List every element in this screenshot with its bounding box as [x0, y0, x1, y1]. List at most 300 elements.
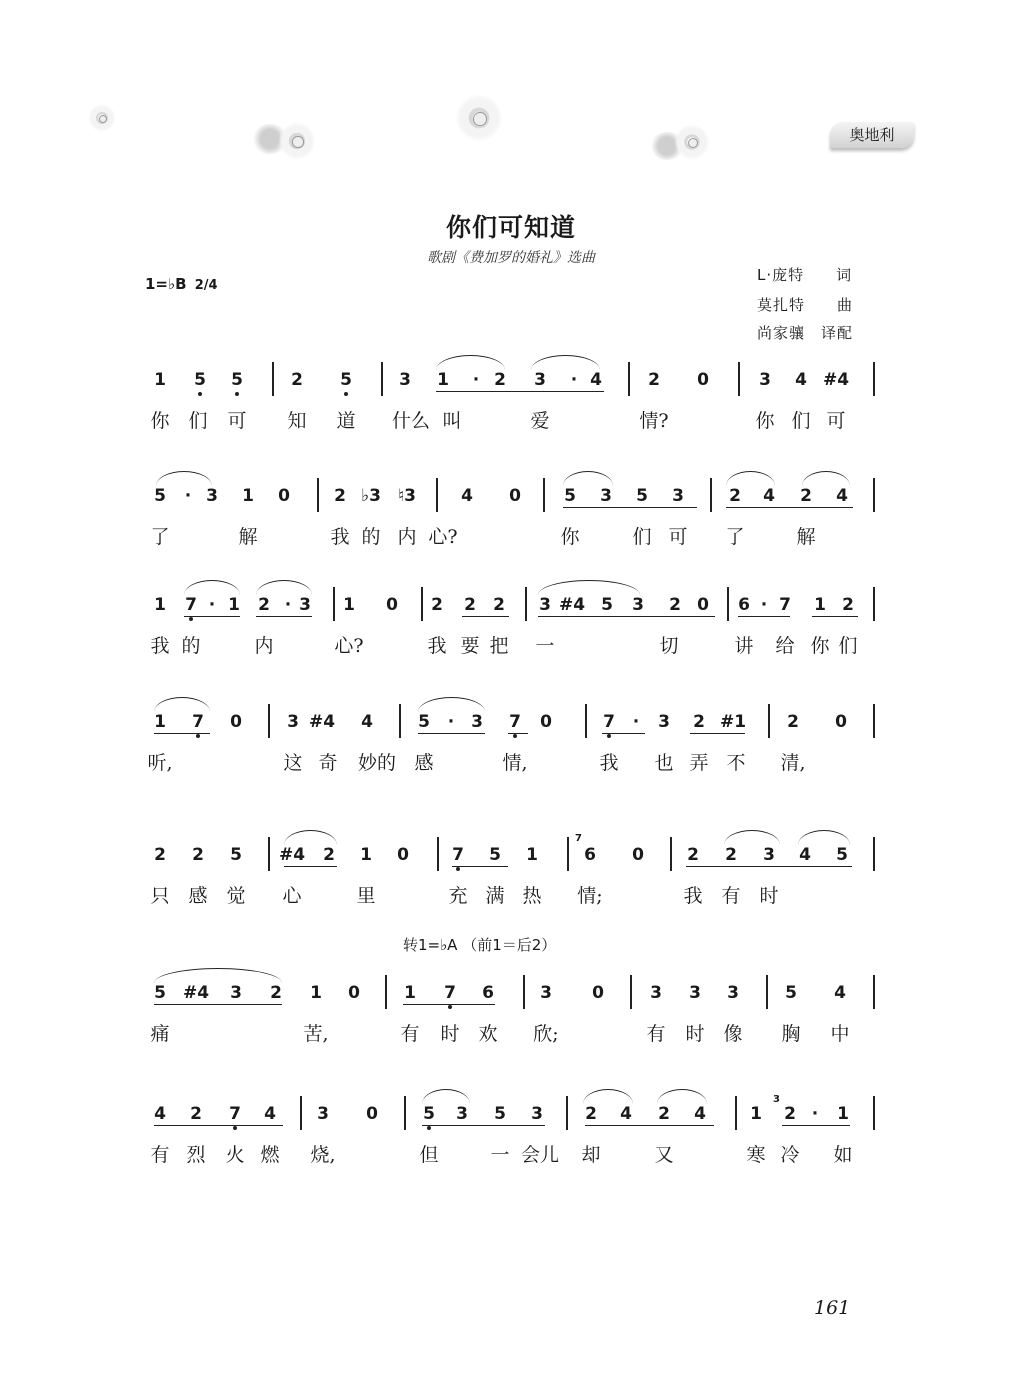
note: 0 — [632, 845, 644, 865]
barline — [766, 975, 768, 1009]
lyric: 弄 — [689, 752, 709, 774]
barline — [873, 975, 875, 1009]
note: 7 — [603, 712, 615, 732]
lyric: 情? — [639, 410, 669, 432]
lyric: 我 — [330, 526, 350, 548]
slur — [538, 580, 640, 595]
barline — [873, 362, 875, 396]
barline — [585, 704, 587, 738]
barline — [670, 837, 672, 871]
octave-dot — [189, 617, 193, 621]
lyric: 时 — [440, 1023, 460, 1045]
lyric: 胸 — [781, 1023, 801, 1045]
grace-note: 3 — [773, 1094, 780, 1105]
note: 4 — [694, 1104, 706, 1124]
song-title: 你们可知道 — [445, 213, 576, 242]
note: #4 — [278, 845, 306, 865]
page-number: 161 — [814, 1297, 851, 1319]
lyric: 有 — [721, 885, 741, 907]
slur — [798, 830, 850, 845]
barline — [566, 1096, 568, 1130]
lyric: 要 — [460, 635, 480, 657]
barline — [399, 704, 401, 738]
note: 1 — [242, 486, 254, 506]
slur — [724, 830, 780, 845]
note: 0 — [592, 983, 604, 1003]
note: 0 — [835, 712, 847, 732]
lyric: 情, — [502, 752, 528, 774]
lyric: 切 — [659, 635, 679, 657]
note: 5 — [423, 1104, 435, 1124]
lyric: 烧, — [310, 1144, 336, 1166]
octave-dot — [198, 392, 202, 396]
note: 5 — [154, 486, 166, 506]
note: 4 — [799, 845, 811, 865]
lyric: 内 — [254, 635, 274, 657]
lyric: 可 — [227, 410, 247, 432]
note: 3 — [658, 712, 670, 732]
note: #4 — [308, 712, 336, 732]
note: 4 — [361, 712, 373, 732]
lyric: 了 — [150, 526, 170, 548]
lyric: 时 — [685, 1023, 705, 1045]
beam-underline — [726, 507, 853, 508]
note: 4 — [590, 370, 602, 390]
lyric: 解 — [238, 526, 258, 548]
lyric: 我 — [150, 635, 170, 657]
slur — [154, 697, 210, 712]
lyric: 满 — [485, 885, 505, 907]
lyric: 知 — [287, 410, 307, 432]
note: 2 — [464, 595, 476, 615]
flower-decoration — [674, 124, 710, 160]
slur — [422, 1089, 470, 1104]
note: 4 — [461, 486, 473, 506]
barline — [333, 587, 335, 621]
beam-underline — [690, 733, 745, 734]
lyric: 感 — [414, 752, 434, 774]
note: 2 — [658, 1104, 670, 1124]
lyric: 燃 — [260, 1144, 280, 1166]
note: 4 — [795, 370, 807, 390]
note: 3 — [763, 845, 775, 865]
lyric: 感 — [188, 885, 208, 907]
lyric: 火 — [225, 1144, 245, 1166]
lyric: 却 — [581, 1144, 601, 1166]
lyric: 情; — [577, 885, 603, 907]
note: 3 — [206, 486, 218, 506]
lyric: 烈 — [186, 1144, 206, 1166]
slur — [156, 471, 212, 486]
note: 7 — [779, 595, 791, 615]
slur — [184, 580, 240, 595]
note: · — [208, 595, 216, 615]
octave-dot — [233, 1126, 237, 1130]
beam-underline — [585, 1125, 714, 1126]
lyric: 只 — [150, 885, 170, 907]
note: 1 — [814, 595, 826, 615]
beam-underline — [602, 733, 645, 734]
beam-underline — [154, 1004, 282, 1005]
note: 2 — [693, 712, 705, 732]
lyric: 的 — [181, 635, 201, 657]
note: 3 — [540, 983, 552, 1003]
lyric: 可 — [668, 526, 688, 548]
barline — [873, 704, 875, 738]
modulation-marking: 转1=♭A （前1＝后2） — [403, 936, 557, 954]
note: 3 — [230, 983, 242, 1003]
note: 2 — [669, 595, 681, 615]
barline — [543, 478, 545, 512]
note: 3 — [600, 486, 612, 506]
slur — [563, 471, 613, 486]
note: · — [184, 486, 192, 506]
beam-underline — [436, 391, 604, 392]
lyric: 我 — [683, 885, 703, 907]
note: 2 — [323, 845, 335, 865]
credit-composer: 莫扎特 曲 — [757, 296, 854, 314]
note: 3 — [534, 370, 546, 390]
beam-underline — [284, 866, 337, 867]
note: 7 — [192, 712, 204, 732]
lyric: 像 — [723, 1023, 743, 1045]
octave-dot — [235, 392, 239, 396]
note: ♭3 — [361, 486, 381, 506]
lyric: 们 — [791, 410, 811, 432]
lyric: 寒 — [746, 1144, 766, 1166]
barline — [727, 587, 729, 621]
note: 6 — [584, 845, 596, 865]
note: 1 — [310, 983, 322, 1003]
lyric: 可 — [826, 410, 846, 432]
credit-translator: 尚家骧 译配 — [757, 324, 854, 342]
beam-underline — [154, 733, 210, 734]
beam-underline — [256, 616, 312, 617]
credit-lyricist: L·庞特 词 — [757, 266, 853, 284]
barline — [421, 587, 423, 621]
lyric: 痛 — [150, 1023, 170, 1045]
note: 5 — [230, 845, 242, 865]
slur — [418, 697, 485, 712]
octave-dot — [456, 867, 460, 871]
note: 2 — [729, 486, 741, 506]
note: 3 — [689, 983, 701, 1003]
octave-dot — [196, 734, 200, 738]
lyric: 会儿 — [520, 1144, 560, 1166]
note: 5 — [489, 845, 501, 865]
country-tag: 奥地利 — [830, 122, 914, 148]
lyric: 我 — [427, 635, 447, 657]
note: 7 — [444, 983, 456, 1003]
slur — [726, 471, 775, 486]
note: 2 — [291, 370, 303, 390]
beam-underline — [563, 507, 697, 508]
flower-decoration — [88, 104, 116, 132]
lyric: 你 — [560, 526, 580, 548]
note: 2 — [334, 486, 346, 506]
note: 1 — [154, 370, 166, 390]
note: 3 — [471, 712, 483, 732]
note: · — [284, 595, 292, 615]
barline — [317, 478, 319, 512]
note: 3 — [299, 595, 311, 615]
barline — [300, 1096, 302, 1130]
note: 4 — [264, 1104, 276, 1124]
lyric: 冷 — [780, 1144, 800, 1166]
lyric: 们 — [188, 410, 208, 432]
note: · — [447, 712, 455, 732]
lyric: 不 — [726, 752, 746, 774]
note: 5 — [340, 370, 352, 390]
lyric: 心? — [428, 526, 458, 548]
lyric: 这 — [283, 752, 303, 774]
note: 0 — [697, 370, 709, 390]
slur — [657, 1089, 707, 1104]
beam-underline — [538, 616, 715, 617]
note: 0 — [348, 983, 360, 1003]
lyric: 也 — [654, 752, 674, 774]
slur — [436, 355, 505, 370]
barline — [873, 587, 875, 621]
note: 5 — [564, 486, 576, 506]
barline — [525, 587, 527, 621]
lyric: 爱 — [530, 410, 550, 432]
note: 2 — [493, 595, 505, 615]
note: 2 — [270, 983, 282, 1003]
note: 5 — [836, 845, 848, 865]
slur — [154, 968, 282, 983]
barline — [873, 1096, 875, 1130]
time-signature: 2/4 — [194, 278, 218, 293]
lyric: 解 — [796, 526, 816, 548]
note: 3 — [399, 370, 411, 390]
note: 7 — [185, 595, 197, 615]
note: 1 — [404, 983, 416, 1003]
note: 1 — [228, 595, 240, 615]
note: 2 — [648, 370, 660, 390]
slur — [583, 1089, 633, 1104]
slur — [284, 830, 337, 845]
note: 0 — [366, 1104, 378, 1124]
note: #4 — [558, 595, 586, 615]
note: · — [570, 370, 578, 390]
barline — [436, 478, 438, 512]
lyric: 苦, — [303, 1023, 329, 1045]
barline — [873, 837, 875, 871]
lyric: 又 — [654, 1144, 674, 1166]
note: 5 — [154, 983, 166, 1003]
note: 5 — [636, 486, 648, 506]
note: 3 — [672, 486, 684, 506]
note: 2 — [154, 845, 166, 865]
lyric: 们 — [632, 526, 652, 548]
note: 5 — [418, 712, 430, 732]
note: 0 — [509, 486, 521, 506]
lyric: 你 — [810, 635, 830, 657]
note: 2 — [787, 712, 799, 732]
note: 1 — [526, 845, 538, 865]
lyric: 充 — [448, 885, 468, 907]
note: 2 — [431, 595, 443, 615]
note: 7 — [452, 845, 464, 865]
note: 2 — [258, 595, 270, 615]
note: 3 — [287, 712, 299, 732]
note: 3 — [531, 1104, 543, 1124]
note: 3 — [727, 983, 739, 1003]
key-label: 1=♭B — [145, 275, 187, 293]
note: 2 — [192, 845, 204, 865]
note: 0 — [540, 712, 552, 732]
barline — [630, 975, 632, 1009]
beam-underline — [508, 733, 528, 734]
song-subtitle: 歌剧《费加罗的婚礼》选曲 — [427, 250, 595, 266]
lyric: 心? — [334, 635, 364, 657]
note: 2 — [800, 486, 812, 506]
note: 3 — [650, 983, 662, 1003]
note: 4 — [763, 486, 775, 506]
lyric: 给 — [775, 635, 795, 657]
note: #4 — [182, 983, 210, 1003]
note: · — [811, 1104, 819, 1124]
barline — [268, 837, 270, 871]
octave-dot — [607, 734, 611, 738]
beam-underline — [418, 733, 485, 734]
lyric: 把 — [489, 635, 509, 657]
beam-underline — [184, 616, 240, 617]
lyric: 你 — [755, 410, 775, 432]
note: #1 — [719, 712, 747, 732]
barline — [272, 362, 274, 396]
lyric: 道 — [336, 410, 356, 432]
note: 0 — [278, 486, 290, 506]
lyric: 叫 — [442, 410, 462, 432]
note: · — [632, 712, 640, 732]
beam-underline — [812, 616, 858, 617]
barline — [738, 362, 740, 396]
beam-underline — [738, 616, 790, 617]
note: 4 — [836, 486, 848, 506]
beam-underline — [782, 1125, 850, 1126]
lyric: 们 — [838, 635, 858, 657]
lyric: 什么 — [391, 410, 431, 432]
barline — [381, 362, 383, 396]
note: 7 — [229, 1104, 241, 1124]
note: 1 — [154, 595, 166, 615]
note: ♮3 — [398, 486, 416, 506]
note: 2 — [585, 1104, 597, 1124]
lyric: 但 — [419, 1144, 439, 1166]
note: 3 — [759, 370, 771, 390]
beam-underline — [154, 1125, 283, 1126]
lyric: 心 — [282, 885, 302, 907]
note: 0 — [397, 845, 409, 865]
note: 3 — [539, 595, 551, 615]
barline — [404, 1096, 406, 1130]
note: 0 — [697, 595, 709, 615]
lyric: 欢 — [478, 1023, 498, 1045]
note: 0 — [386, 595, 398, 615]
slur — [531, 355, 600, 370]
lyric: 有 — [400, 1023, 420, 1045]
lyric: 觉 — [226, 885, 246, 907]
lyric: 了 — [725, 526, 745, 548]
note: 3 — [456, 1104, 468, 1124]
note: 4 — [834, 983, 846, 1003]
note: 4 — [620, 1104, 632, 1124]
barline — [268, 704, 270, 738]
lyric: 里 — [356, 885, 376, 907]
lyric: 清, — [780, 752, 806, 774]
lyric: 一 — [490, 1144, 510, 1166]
note: 4 — [154, 1104, 166, 1124]
flower-decoration — [455, 94, 503, 142]
key-signature — [145, 275, 218, 293]
lyric: 听, — [147, 752, 173, 774]
note: · — [760, 595, 768, 615]
slur — [802, 471, 850, 486]
note: 2 — [494, 370, 506, 390]
beam-underline — [724, 866, 852, 867]
lyric: 的 — [361, 526, 381, 548]
barline — [628, 362, 630, 396]
lyric: 妙的 — [357, 752, 397, 774]
note: · — [472, 370, 480, 390]
note: 2 — [687, 845, 699, 865]
note: 2 — [784, 1104, 796, 1124]
note: 3 — [317, 1104, 329, 1124]
barline — [735, 1096, 737, 1130]
lyric: 热 — [522, 885, 542, 907]
lyric: 奇 — [318, 752, 338, 774]
note: 1 — [750, 1104, 762, 1124]
note: 7 — [509, 712, 521, 732]
note: 1 — [360, 845, 372, 865]
note: 5 — [785, 983, 797, 1003]
barline — [385, 975, 387, 1009]
octave-dot — [513, 734, 517, 738]
grace-note: 7 — [575, 833, 582, 844]
lyric: 一 — [535, 635, 555, 657]
lyric: 你 — [150, 410, 170, 432]
barline — [437, 837, 439, 871]
note: 2 — [190, 1104, 202, 1124]
note: 5 — [601, 595, 613, 615]
lyric: 我 — [599, 752, 619, 774]
beam-underline — [452, 866, 508, 867]
barline — [523, 975, 525, 1009]
beam-underline — [462, 616, 509, 617]
octave-dot — [427, 1126, 431, 1130]
octave-dot — [448, 1005, 452, 1009]
lyric: 如 — [833, 1144, 853, 1166]
octave-dot — [344, 392, 348, 396]
barline — [873, 478, 875, 512]
note: 6 — [738, 595, 750, 615]
slur — [256, 580, 312, 595]
beam-underline — [422, 1125, 545, 1126]
lyric: 时 — [759, 885, 779, 907]
barline — [768, 704, 770, 738]
note: 0 — [230, 712, 242, 732]
lyric: 讲 — [734, 635, 754, 657]
note: 5 — [494, 1104, 506, 1124]
note: 5 — [231, 370, 243, 390]
lyric: 内 — [397, 526, 417, 548]
note: 1 — [437, 370, 449, 390]
note: 1 — [154, 712, 166, 732]
note: 1 — [837, 1104, 849, 1124]
barline — [567, 837, 569, 871]
